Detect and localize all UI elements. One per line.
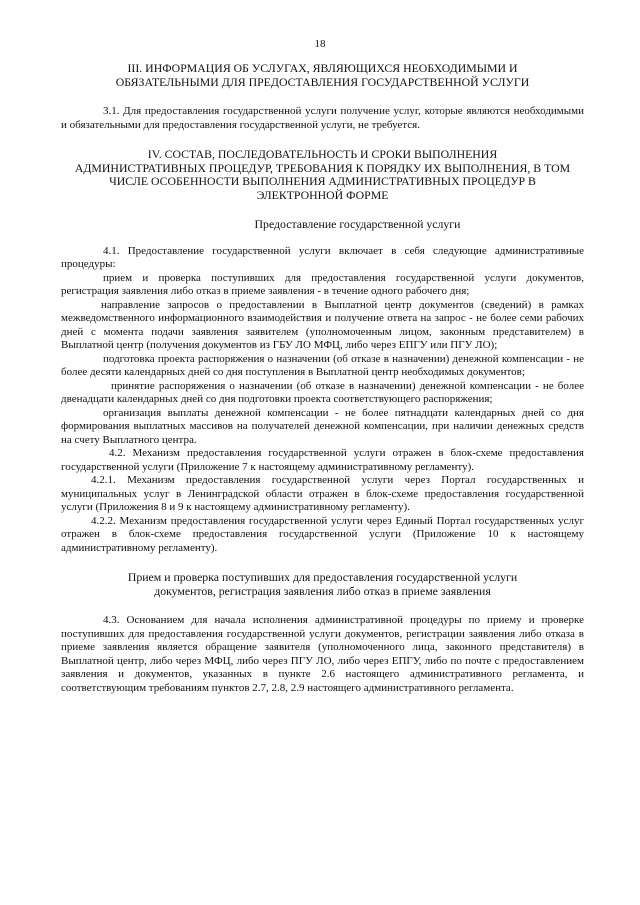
section-4-heading-line-3: ЧИСЛЕ ОСОБЕННОСТИ ВЫПОЛНЕНИЯ АДМИНИСТРАТИВНЫХ ПРОЦЕДУР В (109, 174, 536, 188)
section-3-heading (61, 62, 584, 89)
section-3-heading-line-2: ОБЯЗАТЕЛЬНЫМИ ДЛЯ ПРЕДОСТАВЛЕНИЯ ГОСУДАРСТВЕННОЙ УСЛУГИ (115, 74, 530, 89)
subheading-reception-line-1: Прием и проверка поступивших для предоставления государственной услуги (127, 570, 518, 584)
section-4-heading-line-1: IV. СОСТАВ, ПОСЛЕДОВАТЕЛЬНОСТЬ И СРОКИ ВЫПОЛНЕНИЯ (147, 147, 498, 161)
paragraph-4-1-item-adopt-order: принятие распоряжения о назначении (об отказе в назначении) денежной компенсации - не более двенадцати календарных дней со дня подготовки проекта соответствующего распоряжения; (61, 379, 584, 405)
page-number: 18 (314, 38, 326, 50)
paragraph-4-1-item-requests: направление запросов о предоставлении в Выплатной центр документов (сведений) в рамках межведомственного информационного взаимодействия и получение ответа на запрос - не более семи рабочих дней с момента подачи заявления заявителем (уполномоченным лицом, законным представителем) в Выплатной центр (получения документов из ГБУ ЛО МФЦ, либо через ЕПГУ или ПГУ ЛО); (61, 298, 584, 351)
paragraph-4-2-2: 4.2.2. Механизм предоставления государственной услуги через Единый Портал государственных услуг отражен в блок-схеме предоставления государственной услуги (Приложение 10 к настоящему административному регламенту). (61, 514, 584, 554)
document-body (61, 62, 584, 695)
section-4-heading (61, 148, 584, 202)
paragraph-4-3: 4.3. Основанием для начала исполнения административной процедуры по приему и проверке поступивших для предоставления государственной услуги документов, регистрации заявления либо отказа в приеме заявления является обращение заявителя (уполномоченного лица, законного представителя) в Выплатной центр, либо через МФЦ, либо через ПГУ ЛО, либо через ЕПГУ, либо по почте с предоставлением заявления и документов, указанных в пункте 2.6 настоящего административного регламента, и соответствующим требованиям пунктов 2.7, 2.8, 2.9 настоящего административного регламента. (61, 614, 584, 694)
subheading-service-provision: Предоставление государственной услуги (254, 217, 461, 231)
paragraph-3-1: 3.1. Для предоставления государственной услуги получение услуг, которые являются необходимыми и обязательными для предоставления государственной услуги, не требуется. (61, 105, 584, 131)
paragraph-4-2-1: 4.2.1. Механизм предоставления государственной услуги через Портал государственных и муниципальных услуг в Ленинградской области отражен в блок-схеме предоставления государственной услуги (Приложения 8 и 9 к настоящему административному регламенту). (61, 474, 584, 513)
paragraph-4-1: 4.1. Предоставление государственной услуги включает в себя следующие административные процедуры: (61, 244, 584, 270)
subheading-reception (61, 571, 584, 598)
subheading-reception-line-2: документов, регистрация заявления либо отказ в приеме заявления (154, 583, 491, 598)
paragraph-4-1-item-draft-order: подготовка проекта распоряжения о назначении (об отказе в назначении) денежной компенсации - не более десяти календарных дней со дня поступления в Выплатной центр необходимых документов; (61, 352, 584, 378)
paragraph-4-2: 4.2. Механизм предоставления государственной услуги отражен в блок-схеме предоставления государственной услуги (Приложение 7 к настоящему административному регламенту). (61, 447, 584, 473)
section-3-heading-line-1: III. ИНФОРМАЦИЯ ОБ УСЛУГАХ, ЯВЛЯЮЩИХСЯ НЕОБХОДИМЫМИ И (127, 61, 518, 75)
section-4-heading-line-2: АДМИНИСТРАТИВНЫХ ПРОЦЕДУР, ТРЕБОВАНИЯ К ПОРЯДКУ ИХ ВЫПОЛНЕНИЯ, В ТОМ (74, 160, 571, 175)
section-4-heading-line-4: ЭЛЕКТРОННОЙ ФОРМЕ (256, 187, 389, 202)
paragraph-4-1-item-payment: организация выплаты денежной компенсации - не более пятнадцати календарных дней со дня формирования выплатных массивов на получателей денежной компенсации, при наличии денежных средств на счету Выплатного центра. (61, 406, 584, 446)
paragraph-4-1-item-reception: прием и проверка поступивших для предоставления государственной услуги документов, регистрация заявления либо отказ в приеме заявления - в течение одного рабочего дня; (61, 271, 584, 297)
